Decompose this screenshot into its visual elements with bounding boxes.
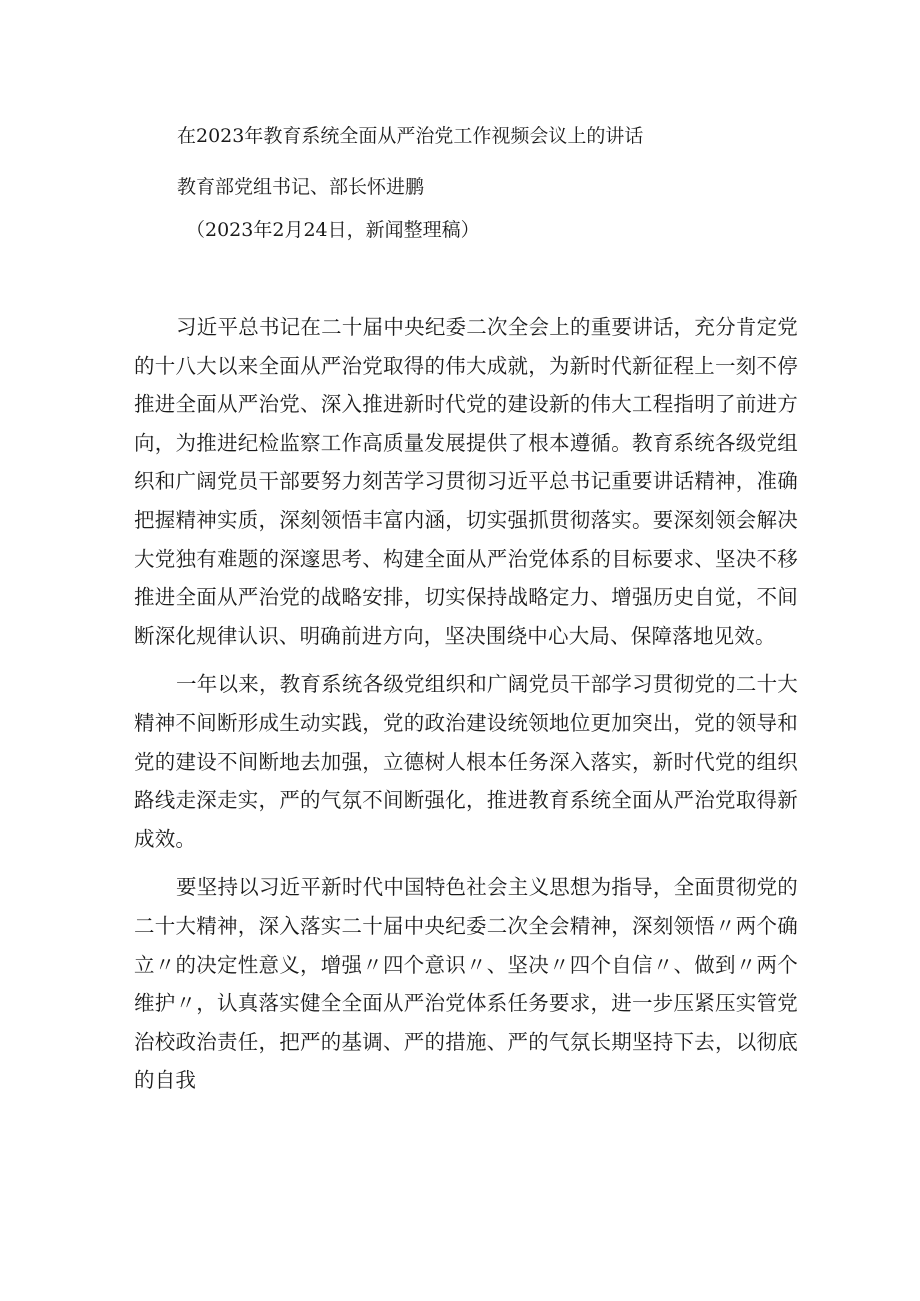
document-date-note: （2023年2月24日，新闻整理稿） [186,219,480,241]
document-author: 教育部党组书记、部长怀进鹏 [177,176,425,198]
paragraph-2: 一年以来，教育系统各级党组织和广阔党员干部学习贯彻党的二十大精神不间断形成生动实践，党的政治建设统领地位更加突出，党的领导和党的建设不间断地去加强，立德树人根本任务深入落实，新时代党的组织路线走深走实，严的气氛不间断强化，推进教育系统全面从严治党取得新成效。 [134,672,798,851]
paragraph-1: 习近平总书记在二十届中央纪委二次全会上的重要讲话，充分肯定党的十八大以来全面从严治党取得的伟大成就，为新时代新征程上一刻不停推进全面从严治党、深入推进新时代党的建设新的伟大工程指明了前进方向，为推进纪检监察工作高质量发展提供了根本遵循。教育系统各级党组织和广阔党员干部要努力刻苦学习贯彻习近平总书记重要讲话精神，准确把握精神实质，深刻领悟丰富内涵，切实强抓贯彻落实。要深刻领会解决大党独有难题的深邃思考、构建全面从严治党体系的目标要求、坚决不移推进全面从严治党的战略安排，切实保持战略定力、增强历史自觉，不间断深化规律认识、明确前进方向，坚决围绕中心大局、保障落地见效。 [134,315,798,648]
document-title: 在2023年教育系统全面从严治党工作视频会议上的讲话 [177,125,644,147]
paragraph-3: 要坚持以习近平新时代中国特色社会主义思想为指导，全面贯彻党的二十大精神，深入落实二十届中央纪委二次全会精神，深刻领悟〃两个确立〃的决定性意义，增强〃四个意识〃、坚决〃四个自信〃、做到〃两个维护〃，认真落实健全全面从严治党体系任务要求，进一步压紧压实管党治校政治责任，把严的基调、严的措施、严的气氛长期坚持下去，以彻底的自我 [134,875,798,1093]
document-body [134,308,798,1110]
